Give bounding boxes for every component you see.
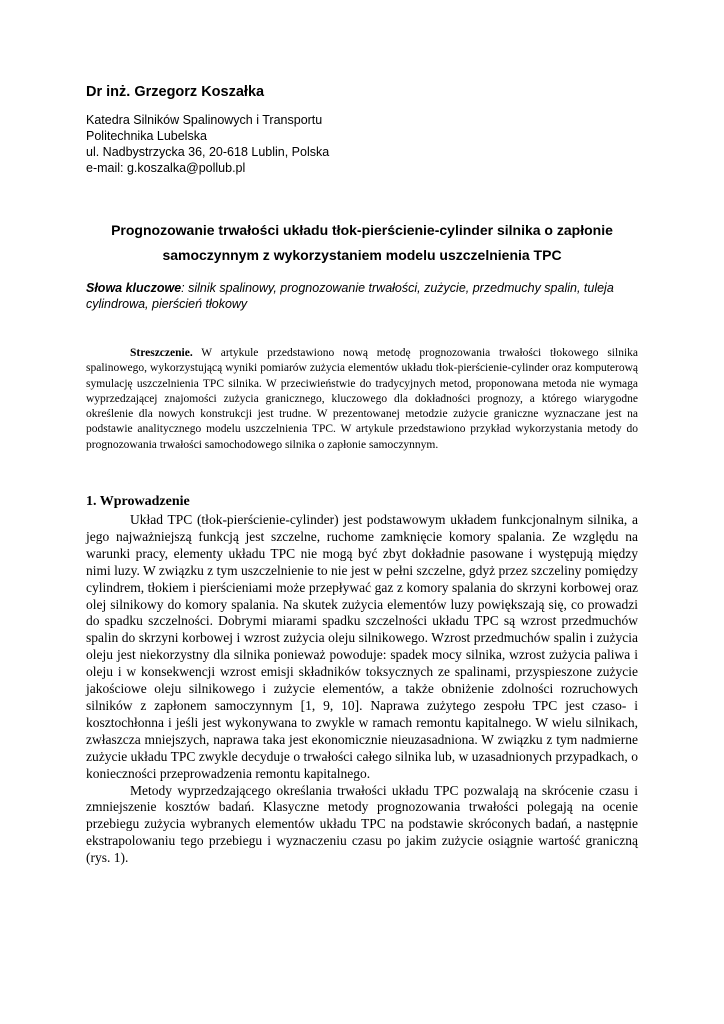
body-paragraph-2: Metody wyprzedzającego określania trwałości układu TPC pozwalają na skrócenie czasu i zmniejszenie kosztów badań. Klasyczne metody prognozowania trwałości polegają na ocenie przebiegu zużycia wybranych elementów układu TPC na podstawie skróconych badań, a następnie ekstrapolowaniu tego przebiegu i wyznaczeniu czasu po jakim zużycie osiągnie wartość graniczną (rys. 1).	[86, 782, 638, 866]
abstract-text: W artykule przedstawiono nową metodę prognozowania trwałości tłokowego silnika spalinowego, wykorzystującą wyniki pomiarów zużycia elementów układu tłok-pierścienie-cylinder oraz komputerową symulację uszczelnienia TPC silnika. W przeciwieństwie do tradycyjnych metod, proponowana metoda nie wymaga wyprzedzającej znajomości zużycia granicznego, kluczowego dla dokładności prognozy, a którego wiarygodne określenie dla nowych konstrukcji jest trudne. W prezentowanej metodzie zużycie graniczne wyznaczane jest na podstawie analitycznego modelu uszczelnienia TPC. W artykule przedstawiono przykład wykorzystania metody do prognozowania trwałości samochodowego silnika o zapłonie samoczynnym.	[86, 347, 638, 451]
section-body	[86, 512, 638, 867]
keywords-label: Słowa kluczowe	[86, 281, 182, 295]
keywords	[86, 280, 646, 312]
author-affiliation	[86, 112, 329, 176]
section-heading: 1. Wprowadzenie	[86, 494, 190, 509]
keywords-text: : silnik spalinowy, prognozowanie trwałości, zużycie, przedmuchy spalin, tuleja cylindrowa, pierścień tłokowy	[86, 281, 614, 311]
abstract	[86, 346, 638, 453]
body-paragraph-1: Układ TPC (tłok-pierścienie-cylinder) jest podstawowym układem funkcjonalnym silnika, a jego najważniejszą funkcją jest szczelne, ruchome zamknięcie komory spalania. Ze względu na warunki pracy, elementy układu TPC nie mogą być zbyt dokładnie pasowane i występują między nimi luzy. W związku z tym uszczelnienie to nie jest w pełni szczelne, gdyż przez szczeliny pomiędzy cylindrem, tłokiem i pierścieniami może przepływać gaz z komory spalania do skrzyni korbowej oraz olej silnikowy do komory spalania. Na skutek zużycia elementów luzy powiększają się, co prowadzi do spadku szczelności. Dobrymi miarami spadku szczelności układu TPC są wzrost przedmuchów spalin do skrzyni korbowej i wzrost zużycia oleju silnikowego. Wzrost przedmuchów spalin i zużycia oleju jest niekorzystny dla silnika ponieważ powoduje: spadek mocy silnika, wzrost zużycia paliwa i oleju i w konsekwencji wzrost emisji składników toksycznych ze spalinami, przyspieszone zużycie jakościowe oleju silnikowego i zużycie elementów, a także obniżenie zdolności rozruchowych silników z zapłonem samoczynnym [1, 9, 10]. Naprawa zużytego zespołu TPC jest czaso- i kosztochłonna i jeśli jest wykonywana to zwykle w ramach remontu kapitalnego. W wielu silnikach, zwłaszcza mniejszych, naprawa taka jest ekonomicznie nieuzasadniona. W związku z tym nadmierne zużycie układu TPC zwykle decyduje o trwałości całego silnika lub, w uzasadnionych przypadkach, o konieczności przeprowadzenia remontu kapitalnego.	[86, 512, 638, 781]
paper-title-line-1: Prognozowanie trwałości układu tłok-pierścienie-cylinder silnika o zapłonie	[111, 222, 613, 238]
affiliation-university: Politechnika Lubelska	[86, 129, 207, 143]
affiliation-email: e-mail: g.koszalka@pollub.pl	[86, 161, 246, 175]
author-name: Dr inż. Grzegorz Koszałka	[86, 84, 265, 100]
affiliation-department: Katedra Silników Spalinowych i Transportu	[86, 113, 323, 127]
paper-title-line-2: samoczynnym z wykorzystaniem modelu uszczelnienia TPC	[162, 247, 562, 263]
abstract-label: Streszczenie.	[130, 347, 193, 359]
affiliation-address: ul. Nadbystrzycka 36, 20-618 Lublin, Polska	[86, 145, 330, 159]
